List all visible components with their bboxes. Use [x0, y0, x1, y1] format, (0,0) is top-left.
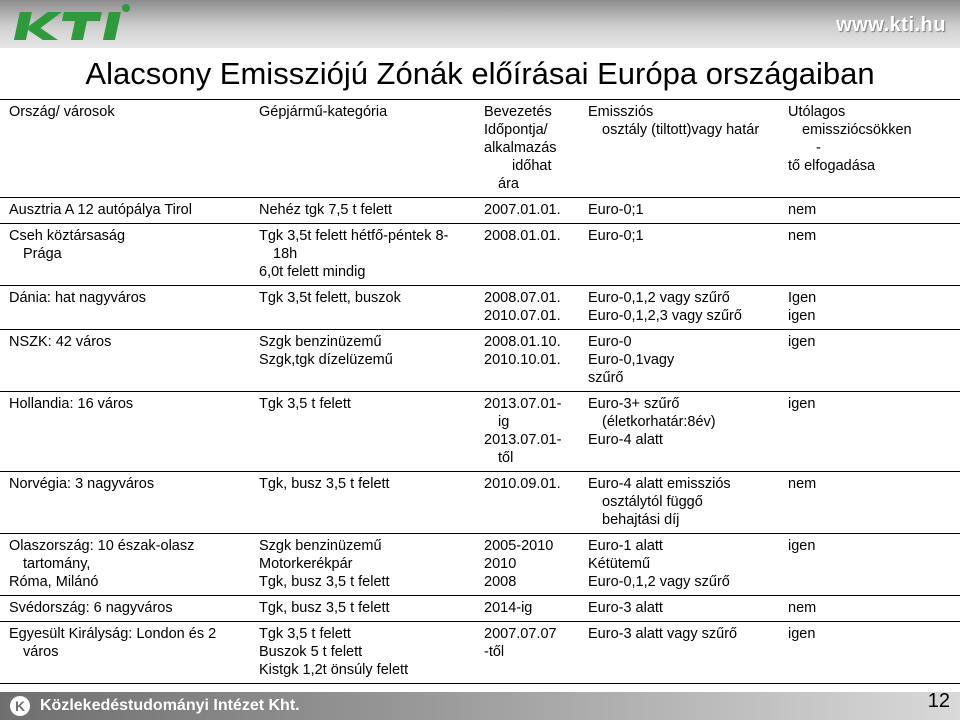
table-cell [579, 596, 779, 622]
organization-name: Közlekedéstudományi Intézet Kht. [40, 697, 300, 714]
table-row [0, 198, 960, 224]
table-cell [250, 596, 475, 622]
cell-line: 2010.07.01. [484, 308, 561, 324]
cell-line: től [498, 450, 514, 466]
cell-line: Nehéz tgk 7,5 t felett [259, 202, 392, 218]
table-cell [250, 392, 475, 472]
cell-line: Egyesült Királyság: London és 2 [9, 626, 217, 642]
cell-line: 2013.07.01- [484, 432, 562, 448]
cell-line: Euro-4 alatt [588, 432, 663, 448]
table-row [0, 286, 960, 330]
cell-line: - [816, 140, 821, 156]
emission-zone-table [0, 99, 960, 684]
cell-line: 2013.07.01- [484, 396, 562, 412]
table-cell [475, 596, 579, 622]
table-cell [779, 330, 960, 392]
table-cell [250, 224, 475, 286]
table-header-cell [475, 100, 579, 198]
cell-line: Kétütemű [588, 556, 651, 572]
table-header-row [0, 100, 960, 198]
cell-line: 2008.01.01. [484, 228, 561, 244]
table-header-cell [779, 100, 960, 198]
table-cell [0, 286, 250, 330]
table-header-cell [250, 100, 475, 198]
table-cell [250, 622, 475, 684]
table-cell [475, 286, 579, 330]
cell-line: Dánia: hat nagyváros [9, 290, 147, 306]
table-cell [0, 622, 250, 684]
cell-line: igen [788, 396, 816, 412]
cell-line: 2008.07.01. [484, 290, 561, 306]
cell-line: osztálytól függő [602, 494, 703, 510]
cell-line: Tgk, busz 3,5 t felett [259, 574, 390, 590]
cell-line: nem [788, 476, 817, 492]
table-row [0, 224, 960, 286]
cell-line: tartomány, [23, 556, 91, 572]
table-cell [250, 472, 475, 534]
cell-line: ig [498, 414, 510, 430]
table-cell [475, 224, 579, 286]
cell-line: Euro-0;1 [588, 202, 644, 218]
table-cell [250, 286, 475, 330]
cell-line: 2008 [484, 574, 517, 590]
cell-line: 2010.09.01. [484, 476, 561, 492]
table-cell [475, 534, 579, 596]
table-cell [779, 224, 960, 286]
cell-line: Ország/ városok [9, 104, 115, 120]
table-cell [579, 622, 779, 684]
header-bar [0, 0, 960, 48]
cell-line: időhat [512, 158, 552, 174]
table-cell [579, 224, 779, 286]
cell-line: Emissziós [588, 104, 654, 120]
table-cell [0, 596, 250, 622]
cell-line: Buszok 5 t felett [259, 644, 363, 660]
cell-line: 2014-ig [484, 600, 533, 616]
cell-line: Euro-3+ szűrő [588, 396, 680, 412]
website-url: www.kti.hu [836, 14, 946, 36]
cell-line: város [23, 644, 59, 660]
cell-line: Tgk 3,5t felett, buszok [259, 290, 401, 306]
cell-line: tő elfogadása [788, 158, 876, 174]
cell-line: szűrő [588, 370, 624, 386]
table-cell [779, 622, 960, 684]
cell-line: osztály (tiltott)vagy határ [602, 122, 760, 138]
table-cell [475, 330, 579, 392]
cell-line: Szgk,tgk dízelüzemű [259, 352, 393, 368]
table-cell [779, 596, 960, 622]
kti-logo [8, 2, 148, 48]
table-header-cell [0, 100, 250, 198]
table-cell [0, 198, 250, 224]
cell-line: alkalmazás [484, 140, 557, 156]
cell-line: Kistgk 1,2t önsúly felett [259, 662, 409, 678]
table-row [0, 622, 960, 684]
cell-line: Euro-0,1,2 vagy szűrő [588, 290, 730, 306]
cell-line: nem [788, 600, 817, 616]
cell-line: Euro-3 alatt [588, 600, 663, 616]
cell-line: Szgk benzinüzemű [259, 334, 382, 350]
cell-line: Olaszország: 10 észak-olasz [9, 538, 195, 554]
cell-line: behajtási díj [602, 512, 680, 528]
cell-line: Tgk 3,5 t felett [259, 626, 351, 642]
table-cell [779, 534, 960, 596]
table-cell [475, 392, 579, 472]
cell-line: Tgk 3,5t felett hétfő-péntek 8- [259, 228, 449, 244]
cell-line: nem [788, 228, 817, 244]
cell-line: NSZK: 42 város [9, 334, 112, 350]
cell-line: -től [484, 644, 505, 660]
table-row [0, 534, 960, 596]
cell-line: Tgk, busz 3,5 t felett [259, 600, 390, 616]
table-cell [579, 330, 779, 392]
cell-line: Svédország: 6 nagyváros [9, 600, 173, 616]
table-cell [0, 472, 250, 534]
cell-line: emissziócsökken [802, 122, 912, 138]
table-cell [0, 224, 250, 286]
cell-line: Euro-0 [588, 334, 632, 350]
table-cell [579, 286, 779, 330]
cell-line: Hollandia: 16 város [9, 396, 134, 412]
table-row [0, 392, 960, 472]
cell-line: 2010 [484, 556, 517, 572]
table-row [0, 472, 960, 534]
cell-line: Euro-0,1,2,3 vagy szűrő [588, 308, 742, 324]
cell-line: Utólagos [788, 104, 846, 120]
table-cell [0, 534, 250, 596]
table-cell [779, 286, 960, 330]
table-cell [475, 472, 579, 534]
table-cell [779, 392, 960, 472]
table-cell [250, 330, 475, 392]
table-cell [579, 534, 779, 596]
table-cell [250, 534, 475, 596]
cell-line: 2007.07.07 [484, 626, 557, 642]
table-header-cell [579, 100, 779, 198]
cell-line: Bevezetés [484, 104, 552, 120]
cell-line: (életkorhatár:8év) [602, 414, 716, 430]
cell-line: Róma, Milánó [9, 574, 99, 590]
table-row [0, 596, 960, 622]
cell-line: Norvégia: 3 nagyváros [9, 476, 155, 492]
cell-line: 6,0t felett mindig [259, 264, 366, 280]
table-cell [579, 472, 779, 534]
cell-line: 18h [273, 246, 298, 262]
cell-line: 2008.01.10. [484, 334, 561, 350]
table-cell [475, 198, 579, 224]
table-cell [250, 198, 475, 224]
cell-line: Tgk 3,5 t felett [259, 396, 351, 412]
cell-line: 2005-2010 [484, 538, 554, 554]
cell-line: Tgk, busz 3,5 t felett [259, 476, 390, 492]
cell-line: Euro-0;1 [588, 228, 644, 244]
cell-line: igen [788, 626, 816, 642]
cell-line: Euro-0,1,2 vagy szűrő [588, 574, 730, 590]
cell-line: igen [788, 538, 816, 554]
page-number: 12 [927, 690, 950, 712]
footer-bar [0, 692, 960, 720]
cell-line: Időpontja/ [484, 122, 548, 138]
cell-line: Motorkerékpár [259, 556, 353, 572]
table-cell [0, 330, 250, 392]
cell-line: 2007.01.01. [484, 202, 561, 218]
cell-line: Prága [23, 246, 62, 262]
cell-line: igen [788, 334, 816, 350]
cell-line: Cseh köztársaság [9, 228, 126, 244]
cell-line: Ausztria A 12 autópálya Tirol [9, 202, 192, 218]
cell-line: Euro-1 alatt [588, 538, 663, 554]
cell-line: 2010.10.01. [484, 352, 561, 368]
page-title: Alacsony Emissziójú Zónák előírásai Európa országaiban [85, 56, 875, 91]
table-cell [779, 198, 960, 224]
table-cell [579, 198, 779, 224]
table-cell [779, 472, 960, 534]
cell-line: Euro-3 alatt vagy szűrő [588, 626, 738, 642]
table-cell [475, 622, 579, 684]
cell-line: ára [498, 176, 519, 192]
organization-logo-icon: K [10, 696, 30, 716]
cell-line: Igen [788, 290, 817, 306]
cell-line: Euro-4 alatt emissziós [588, 476, 731, 492]
cell-line: Gépjármű-kategória [259, 104, 388, 120]
cell-line: Szgk benzinüzemű [259, 538, 382, 554]
table-cell [579, 392, 779, 472]
table-cell [0, 392, 250, 472]
table-row [0, 330, 960, 392]
cell-line: nem [788, 202, 817, 218]
cell-line: Euro-0,1vagy [588, 352, 675, 368]
cell-line: igen [788, 308, 816, 324]
